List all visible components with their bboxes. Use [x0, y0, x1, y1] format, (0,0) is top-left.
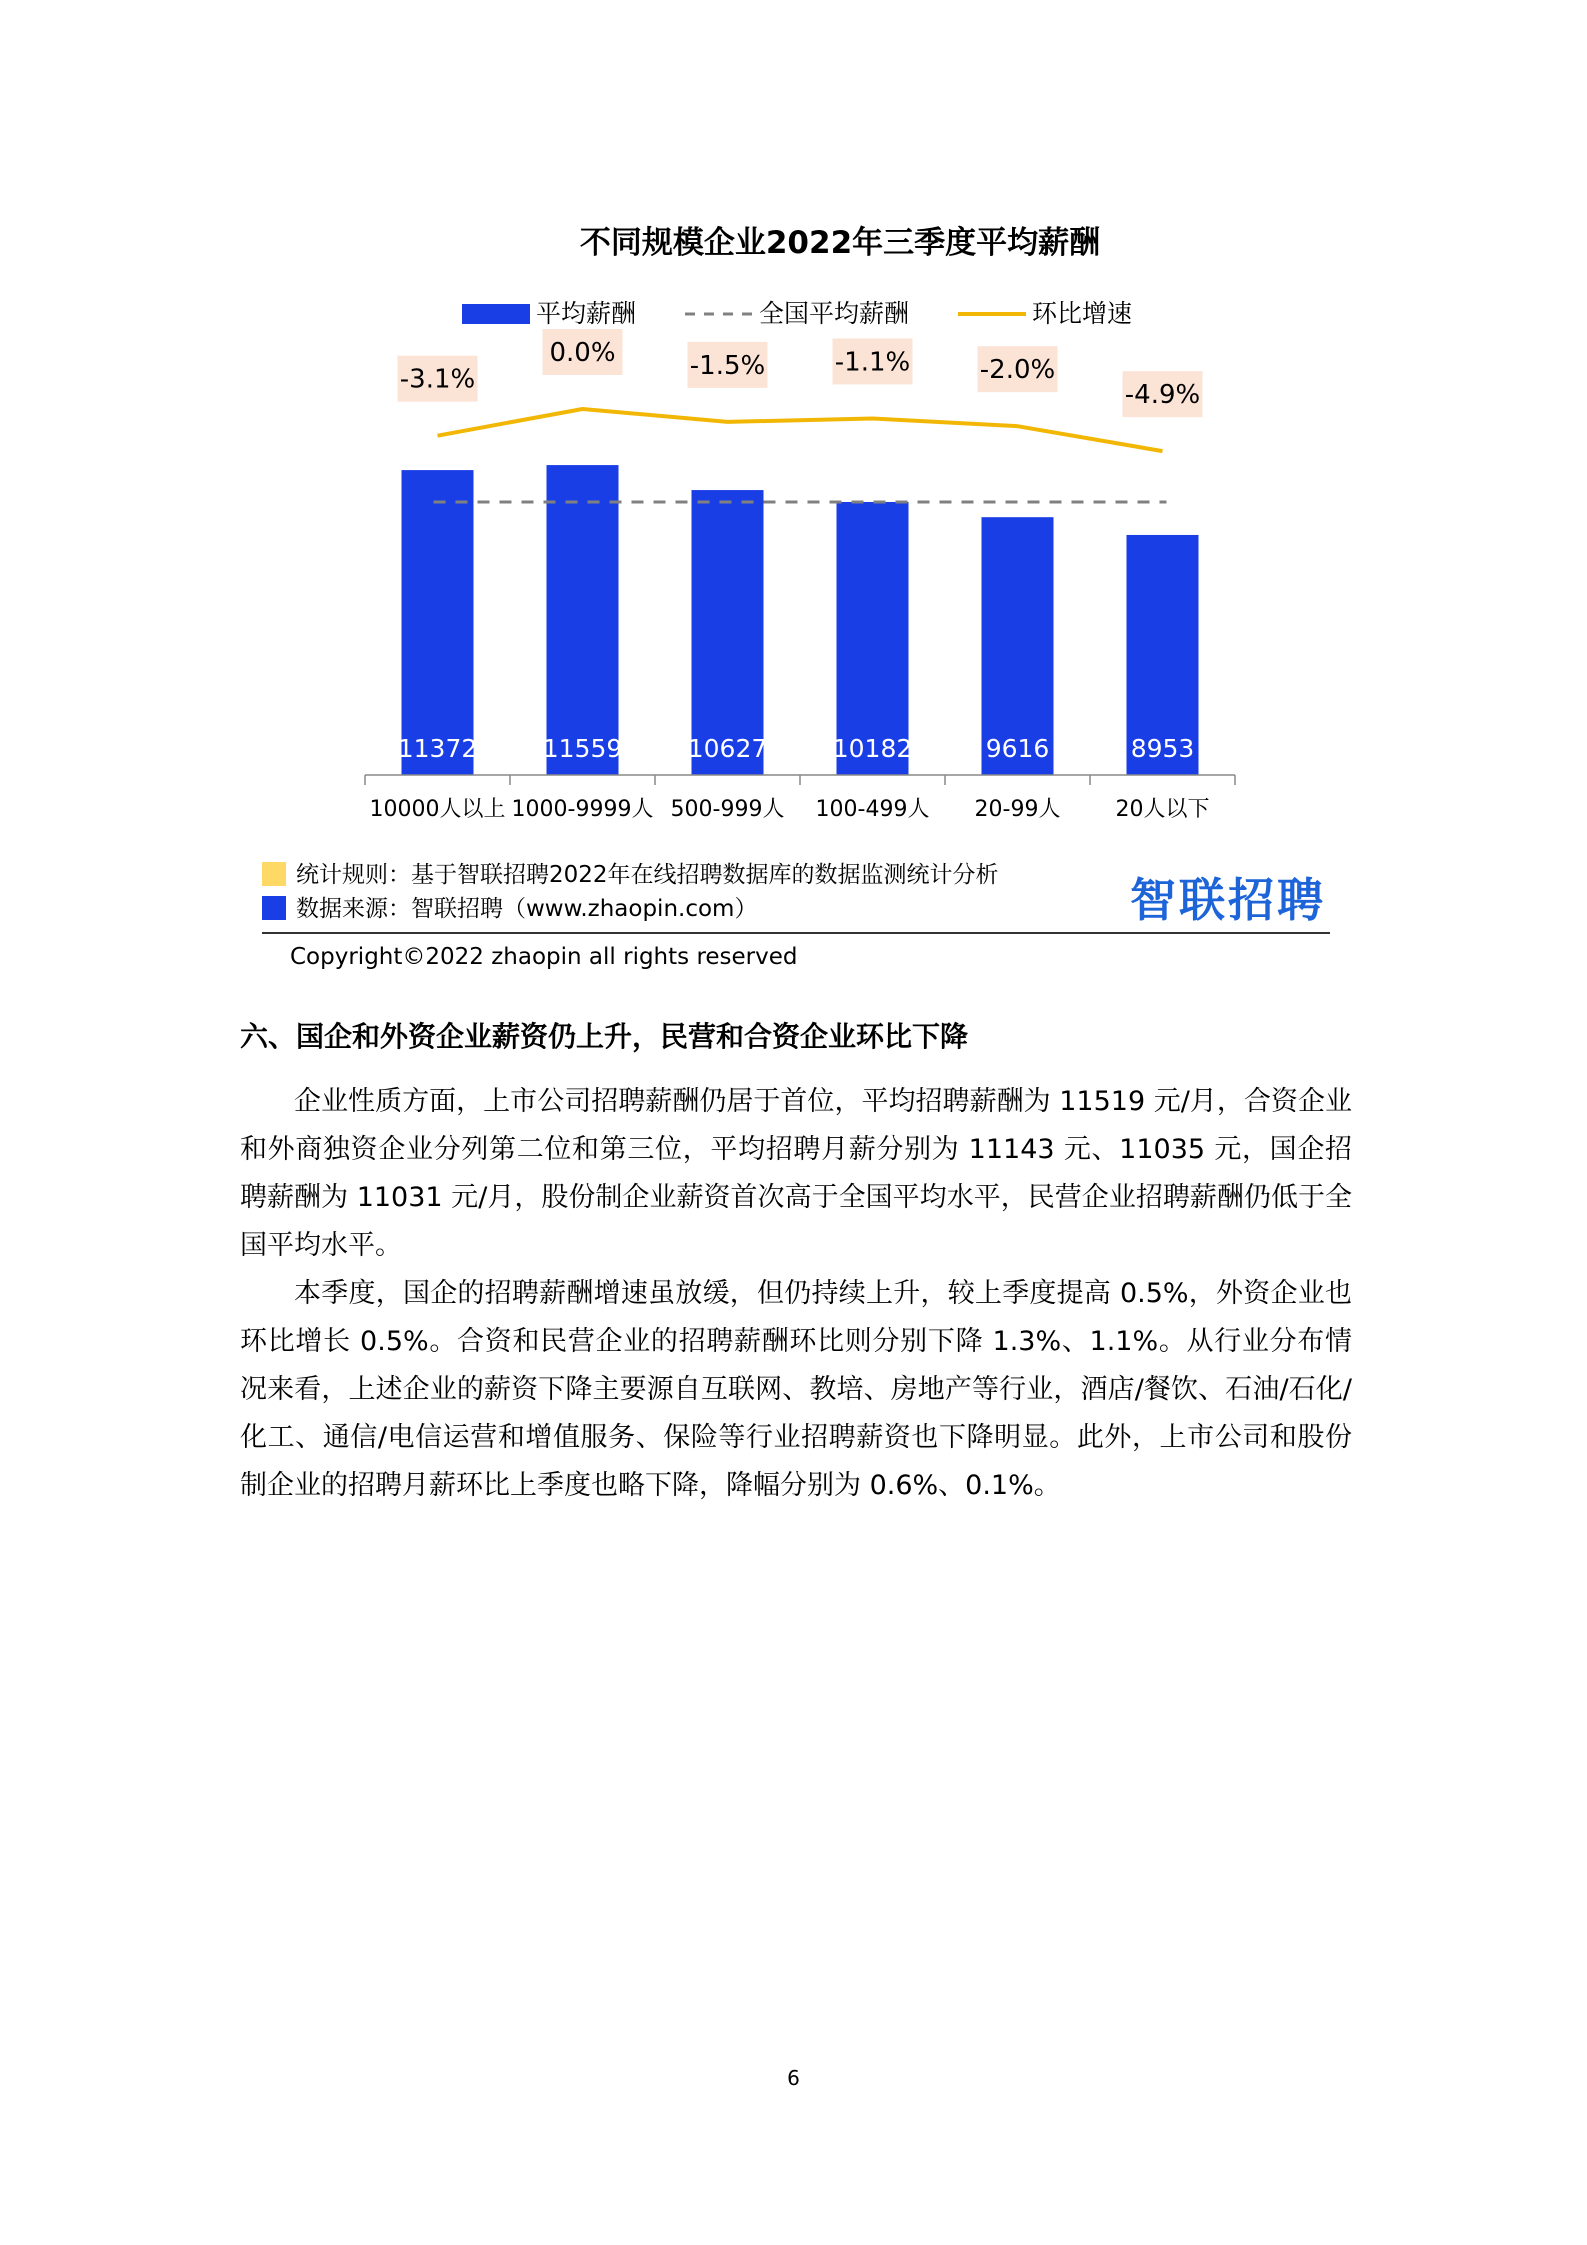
bar-value-label: 10627 [687, 734, 768, 763]
zhaopin-logo: 智联招聘 [1130, 873, 1326, 927]
bar-value-label: 10182 [832, 734, 913, 763]
x-tick-label: 20人以下 [1115, 797, 1210, 822]
salary-chart [0, 0, 1587, 1000]
growth-label: -3.1% [399, 364, 476, 395]
body-paragraph: 企业性质方面，上市公司招聘薪酬仍居于首位，平均招聘薪酬为 11519 元/月，合资企业和外商独资企业分列第二位和第三位，平均招聘月薪分别为 11143 元、11035 元，国企招聘薪酬为 11031 元/月，股份制企业薪资首次高于全国平均水平，民营企业招聘薪酬仍低于全国平均水平。 [240, 1086, 1352, 1261]
bar-value-label: 8953 [1130, 734, 1195, 763]
bar [402, 470, 474, 775]
growth-label: -1.5% [689, 350, 766, 381]
x-tick-label: 20-99人 [974, 797, 1061, 822]
x-tick-label: 100-499人 [815, 797, 930, 822]
chart-title: 不同规模企业2022年三季度平均薪酬 [579, 225, 1101, 261]
legend-ref-label: 全国平均薪酬 [759, 299, 910, 328]
legend-bar-label: 平均薪酬 [536, 299, 637, 328]
bar-value-label: 11559 [542, 734, 623, 763]
legend-growth-label: 环比增速 [1032, 299, 1133, 328]
data-source-swatch [262, 896, 286, 920]
data-source-text: 数据来源：智联招聘（www.zhaopin.com） [296, 896, 758, 922]
x-tick-label: 500-999人 [670, 797, 785, 822]
bar [692, 490, 764, 775]
growth-label: -2.0% [979, 355, 1056, 386]
bar-value-label: 11372 [397, 734, 478, 763]
stat-rule-swatch [262, 862, 286, 886]
divider-line [262, 932, 1330, 934]
growth-label: 0.0% [549, 338, 616, 368]
bar-value-label: 9616 [985, 734, 1050, 763]
stat-rule-line [262, 860, 999, 890]
chart-svg [0, 0, 1587, 860]
section-heading: 六、国企和外资企业薪资仍上升，民营和合资企业环比下降 [240, 1020, 969, 1053]
page-number: 6 [787, 2066, 800, 2090]
legend-bar-swatch [462, 304, 530, 324]
stat-rule-text: 统计规则：基于智联招聘2022年在线招聘数据库的数据监测统计分析 [296, 862, 999, 888]
growth-line [438, 409, 1163, 451]
growth-label: -4.9% [1124, 380, 1201, 411]
x-tick-label: 10000人以上 [369, 797, 506, 822]
body-paragraph: 本季度，国企的招聘薪酬增速虽放缓，但仍持续上升，较上季度提高 0.5%，外资企业也环比增长 0.5%。合资和民营企业的招聘薪酬环比则分别下降 1.3%、1.1%。从行业分布情况来看，上述企业的薪资下降主要源自互联网、教培、房地产等行业，酒店/餐饮、石油/石化/化工、通信/电信运营和增值服务、保险等行业招聘薪资也下降明显。此外，上市公司和股份制企业的招聘月薪环比上季度也略下降，降幅分别为 0.6%、0.1%。 [240, 1278, 1352, 1501]
growth-label: -1.1% [834, 347, 911, 378]
bar [547, 465, 619, 775]
data-source-line [262, 894, 757, 924]
x-tick-label: 1000-9999人 [511, 797, 654, 822]
copyright-text: Copyright©2022 zhaopin all rights reserved [290, 944, 798, 970]
